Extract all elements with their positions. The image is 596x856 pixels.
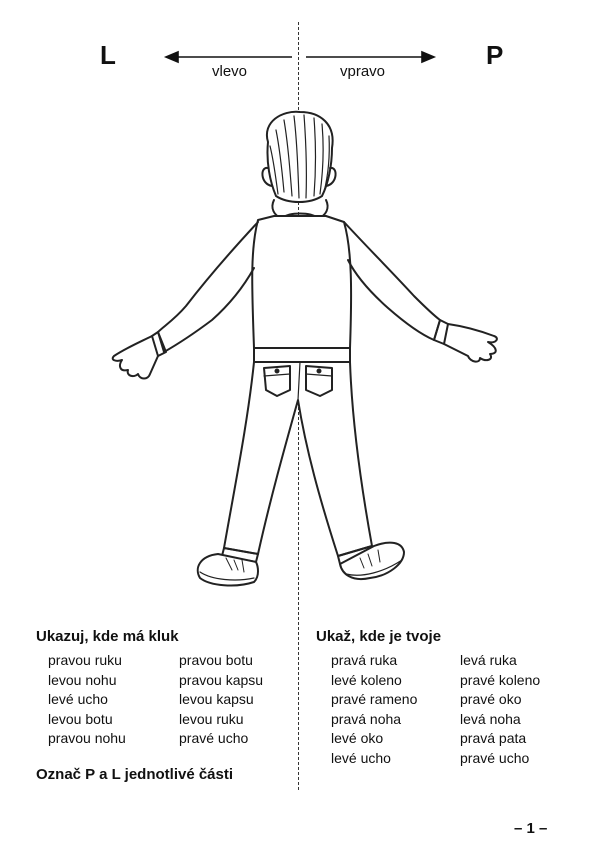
page-number: – 1 – <box>514 820 548 837</box>
right-list-col1 <box>331 651 417 768</box>
left-direction-label: vlevo <box>212 63 248 80</box>
list-item: pravé oko <box>460 691 522 707</box>
list-item: pravá pata <box>460 730 527 746</box>
list-item: levou botu <box>48 710 113 727</box>
list-item: levá noha <box>460 710 521 727</box>
list-item: levé ucho <box>48 691 108 707</box>
arrow-right-icon <box>422 52 434 62</box>
right-direction-label: vpravo <box>340 63 386 80</box>
list-item: levé oko <box>331 730 384 746</box>
left-letter: L <box>100 40 116 70</box>
list-item: pravá noha <box>331 710 402 727</box>
list-item: pravou nohu <box>48 730 126 746</box>
list-item: pravé ucho <box>179 730 249 746</box>
left-list-col1 <box>48 651 126 749</box>
list-item: pravou ruku <box>48 652 122 668</box>
right-letter: P <box>486 40 504 70</box>
list-item: levou nohu <box>48 671 117 688</box>
left-heading: Ukazuj, kde má kluk <box>36 628 179 645</box>
list-item: levé ucho <box>331 749 391 766</box>
list-item: levá ruka <box>460 652 517 668</box>
boy-back-view-illustration <box>0 100 596 600</box>
list-item: levou ruku <box>179 710 244 727</box>
list-item: pravou kapsu <box>179 671 264 688</box>
left-list-col2 <box>179 651 263 749</box>
instruction-text: Označ P a L jednotlivé části <box>36 766 234 783</box>
list-item: pravá ruka <box>331 652 398 668</box>
list-item: levé koleno <box>331 671 402 688</box>
right-heading: Ukaž, kde je tvoje <box>316 628 442 645</box>
list-item: levou kapsu <box>179 691 254 707</box>
right-list-col2 <box>460 651 540 768</box>
list-item: pravé rameno <box>331 691 418 707</box>
arrow-left-icon <box>166 52 178 62</box>
list-item: pravou botu <box>179 652 253 668</box>
list-item: pravé koleno <box>460 671 541 688</box>
list-item: pravé ucho <box>460 749 530 766</box>
